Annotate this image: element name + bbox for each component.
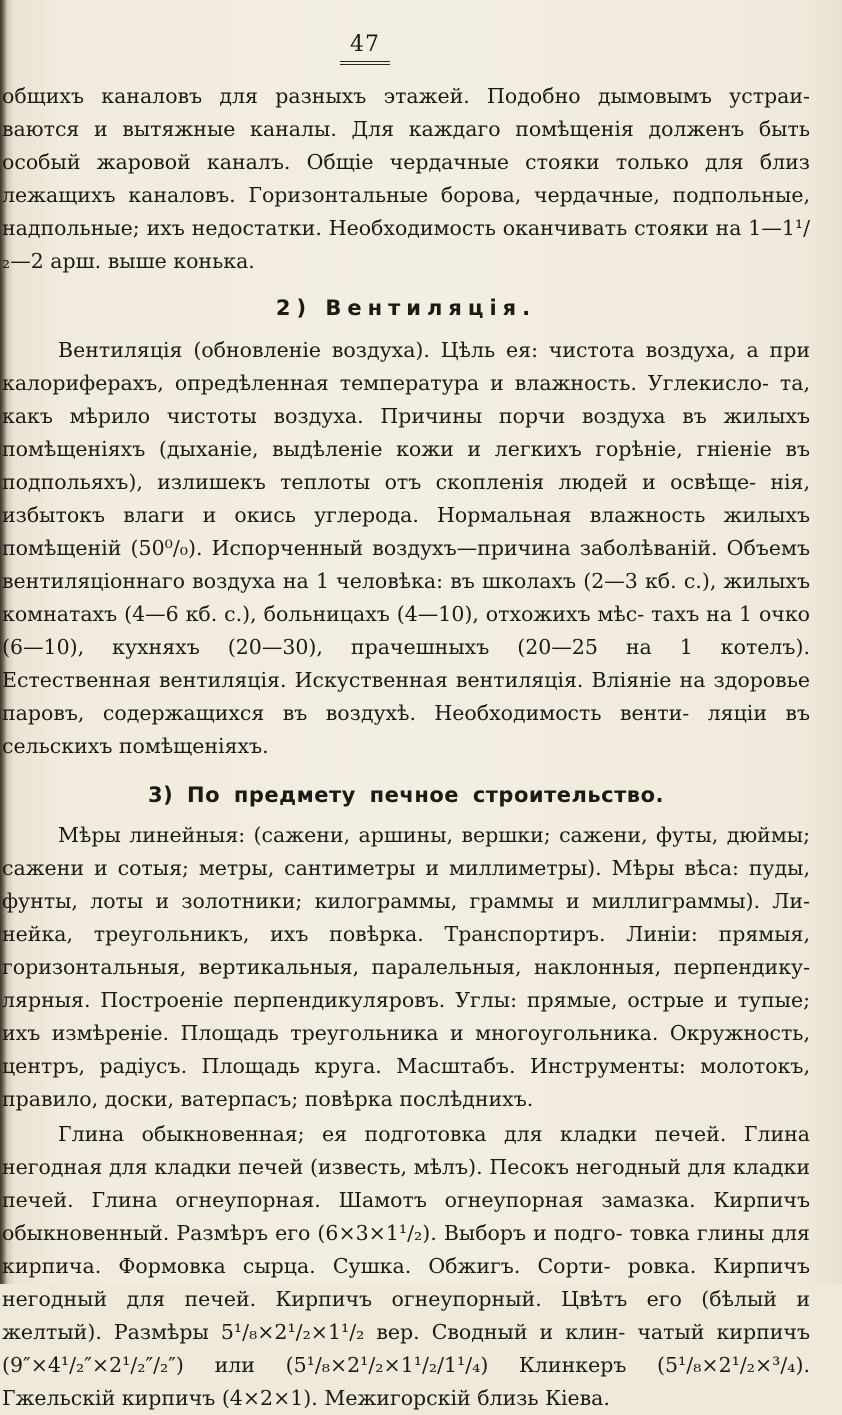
page-number: 47: [350, 32, 380, 57]
header-rule-bottom: [340, 64, 390, 65]
page-body: [2, 80, 810, 1415]
paragraph-canals: общихъ каналовъ для разныхъ этажей. Подобно дымовымъ устраи- ваются и вытяжные каналы. Для каждаго помѣщенія долженъ быть особый жаровой каналъ. Общіе чердачные стояки только для близ лежащихъ каналовъ. Горизонтальные борова, чердачные, подпольные, надпольные; ихъ недостатки. Необходимость оканчивать стояки на 1—1¹/₂—2 арш. выше конька.: [2, 84, 810, 273]
header-rule-top: [340, 61, 390, 62]
paragraph-measures: Мѣры линейныя: (сажени, аршины, вершки; сажени, футы, дюймы; сажени и сотыя; метры, сантиметры и миллиметры). Мѣры вѣса: пуды, фунты, лоты и золотники; килограммы, граммы и миллиграммы). Ли- нейка, треугольникъ, ихъ повѣрка. Транспортиръ. Линіи: прямыя, горизонтальныя, вертикальныя, паралельныя, наклонныя, перпендику- лярныя. Построеніе перпендикуляровъ. Углы: прямые, острые и тупые; ихъ измѣреніе. Площадь треугольника и многоугольника. Окружность, центръ, радіусъ. Площадь круга. Масштабъ. Инструменты: молотокъ, правило, доски, ватерпасъ; повѣрка послѣднихъ.: [2, 823, 810, 1111]
paragraph-ventilation: Вентиляція (обновленіе воздуха). Цѣль ея: чистота воздуха, а при калориферахъ, опредѣленная температура и влажность. Углекисло- та, какъ мѣрило чистоты воздуха. Причины порчи воздуха въ жилыхъ помѣщеніяхъ (дыханіе, выдѣленіе кожи и легкихъ горѣніе, гніеніе въ подпольяхъ), излишекъ теплоты отъ скопленія людей и освѣще- нія, избытокъ влаги и окись углерода. Нормальная влажность жилыхъ помѣщеній (50⁰/₀). Испорченный воздухъ—причина заболѣваній. Объемъ вентиляціоннаго воздуха на 1 человѣка: въ школахъ (2—3 кб. с.), жилыхъ комнатахъ (4—6 кб. с.), больницахъ (4—10), отхожихъ мѣс- тахъ на 1 очко (6—10), кухняхъ (20—30), прачешныхъ (20—25 на 1 котелъ). Естественная вентиляція. Искуственная вентиляція. Вліяніе на здоровье паровъ, содержащихся въ воздухѣ. Необходимость венти- ляціи въ сельскихъ помѣщеніяхъ.: [2, 338, 810, 758]
section-heading-ventilation: 2) Вентиляція.: [275, 296, 537, 320]
paragraph-clay-brick: Глина обыкновенная; ея подготовка для кладки печей. Глина негодная для кладки печей (известь, мѣлъ). Песокъ негодный для кладки печей. Глина огнеупорная. Шамотъ огнеупорная замазка. Кирпичъ обыкновенный. Размѣръ его (6×3×1¹/₂). Выборъ и подго- товка глины для кирпича. Формовка сырца. Сушка. Обжигъ. Сорти- ровка. Кирпичъ негодный для печей. Кирпичъ огнеупорный. Цвѣтъ его (бѣлый и желтый). Размѣры 5¹/₈×2¹/₂×1¹/₂ вер. Сводный и клин- чатый кирпичъ (9″×4¹/₂″×2¹/₂″/₂″) или (5¹/₈×2¹/₂×1¹/₂/1¹/₄) Клинкеръ (5¹/₈×2¹/₂×³/₄). Гжельскій кирпичъ (4×2×1). Межигорскій близь Кіева.: [2, 1122, 810, 1410]
section-heading-stove-building: 3) По предмету печное строительство.: [148, 783, 664, 807]
page-header: [340, 32, 390, 65]
